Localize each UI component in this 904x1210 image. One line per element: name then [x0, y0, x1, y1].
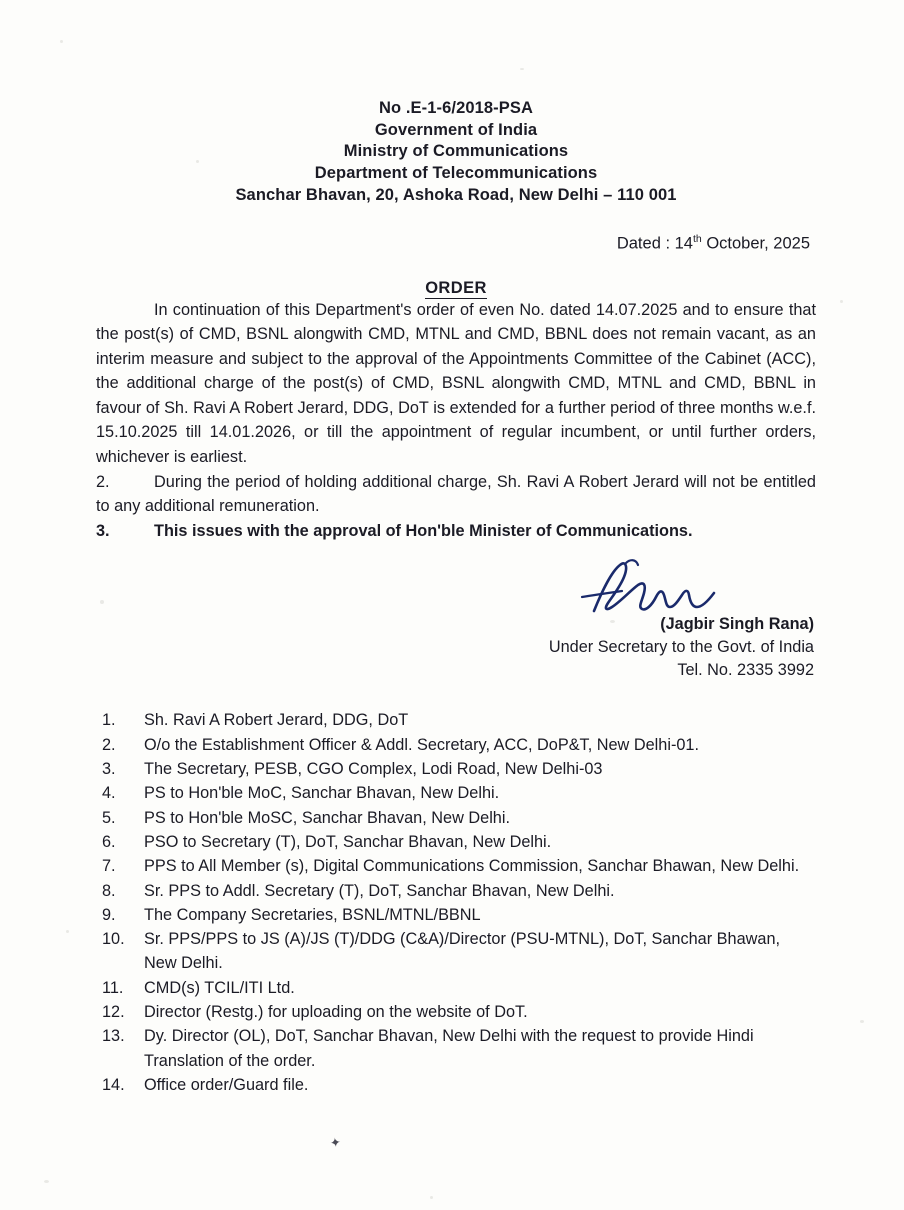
list-item-number: 14. [102, 1075, 125, 1094]
list-item-number: 4. [102, 784, 116, 803]
signatory-telephone: Tel. No. 2335 3992 [677, 661, 814, 680]
scan-speckle [840, 300, 843, 303]
list-item-text: PSO to Secretary (T), DoT, Sanchar Bhavan, New Delhi. [144, 832, 552, 851]
list-item [96, 976, 816, 1000]
handwritten-signature [96, 555, 814, 613]
date-label: Dated : 14 [616, 234, 693, 253]
list-item-text: Sr. PPS/PPS to JS (A)/JS (T)/DDG (C&A)/Director (PSU-MTNL), DoT, Sanchar Bhawan, New Delhi. [144, 930, 781, 973]
list-item-number: 7. [102, 857, 116, 876]
list-item [96, 903, 816, 927]
list-item [96, 1000, 816, 1024]
list-item [96, 854, 816, 878]
scan-speckle [44, 1180, 49, 1183]
list-item [96, 806, 816, 830]
list-item-number: 9. [102, 905, 116, 924]
paragraph-1: In continuation of this Department's order of even No. dated 14.07.2025 and to ensure that the post(s) of CMD, BSNL alongwith CMD, MTNL and CMD, BBNL does not remain vacant, as an interim measure and subject to the approval of the Appointments Committee of the Cabinet (ACC), the additional charge of the post(s) of CMD, BSNL alongwith CMD, MTNL and CMD, BBNL in favour of Sh. Ravi A Robert Jerard, DDG, DoT is extended for a further period of three months w.e.f. 15.10.2025 till 14.01.2026, or till the appointment of regular incumbent, or until further orders, whichever is earliest. [96, 300, 816, 467]
list-item [96, 1024, 816, 1073]
date-rest: October, 2025 [701, 234, 810, 253]
list-item [96, 757, 816, 781]
list-item-number: 3. [102, 760, 116, 779]
scan-speckle [860, 1020, 864, 1023]
letterhead-line-3: Department of Telecommunications [314, 163, 598, 182]
list-item-text: Sh. Ravi A Robert Jerard, DDG, DoT [144, 711, 409, 730]
letterhead-line-1: Government of India [374, 120, 538, 139]
list-item-number: 6. [102, 832, 116, 851]
list-item-number: 10. [102, 930, 125, 949]
document-body [96, 0, 816, 1097]
letterhead-line-2: Ministry of Communications [343, 142, 569, 160]
list-item [96, 733, 816, 757]
list-item [96, 879, 816, 903]
list-item-text: The Secretary, PESB, CGO Complex, Lodi Road, New Delhi-03 [144, 760, 603, 779]
date-ordinal-suffix: th [692, 233, 702, 245]
list-item [96, 781, 816, 805]
paragraph-2-number: 2. [96, 472, 110, 491]
list-item-text: Office order/Guard file. [144, 1075, 309, 1094]
signatory-name: (Jagbir Singh Rana) [660, 615, 814, 634]
list-item-number: 1. [102, 711, 116, 730]
date-line [96, 233, 816, 254]
scan-speckle [430, 1196, 433, 1199]
paragraph-3-number: 3. [96, 521, 110, 540]
scan-speckle [60, 40, 63, 43]
list-item [96, 708, 816, 732]
letterhead [96, 98, 816, 206]
signature-icon [568, 557, 738, 617]
list-item-text: The Company Secretaries, BSNL/MTNL/BBNL [144, 905, 481, 924]
order-heading-text: ORDER [425, 278, 487, 297]
list-item-text: CMD(s) TCIL/ITI Ltd. [144, 978, 295, 997]
list-item-text: Sr. PPS to Addl. Secretary (T), DoT, Sanchar Bhavan, New Delhi. [144, 881, 615, 900]
list-item-number: 2. [102, 735, 116, 754]
order-heading [96, 279, 816, 298]
paragraph-3 [96, 519, 816, 544]
list-item-number: 12. [102, 1003, 125, 1021]
list-item-text: PPS to All Member (s), Digital Communications Commission, Sanchar Bhawan, New Delhi. [144, 857, 800, 876]
scan-ink-mark: ✦ [328, 1134, 342, 1151]
signatory-designation: Under Secretary to the Govt. of India [548, 638, 814, 657]
list-item-number: 8. [102, 881, 116, 900]
scan-speckle [66, 930, 69, 933]
list-item-text: PS to Hon'ble MoSC, Sanchar Bhavan, New Delhi. [144, 808, 511, 827]
list-item-text: Dy. Director (OL), DoT, Sanchar Bhavan, New Delhi with the request to provide Hindi Translation of the order. [144, 1027, 754, 1070]
distribution-list [96, 708, 816, 1097]
list-item-number: 13. [102, 1027, 125, 1046]
list-item [96, 830, 816, 854]
signature-block [96, 555, 816, 682]
list-item [96, 1073, 816, 1097]
paragraph-2 [96, 470, 816, 519]
paragraph-3-text: This issues with the approval of Hon'ble Minister of Communications. [154, 521, 693, 540]
office-address: Sanchar Bhavan, 20, Ashoka Road, New Delhi – 110 001 [235, 186, 677, 204]
list-item-number: 11. [102, 978, 124, 997]
list-item-text: Director (Restg.) for uploading on the website of DoT. [144, 1003, 528, 1021]
paragraph-2-text: During the period of holding additional charge, Sh. Ravi A Robert Jerard will not be entitled to any additional remuneration. [96, 472, 816, 516]
list-item-number: 5. [102, 808, 116, 827]
list-item-text: PS to Hon'ble MoC, Sanchar Bhavan, New Delhi. [144, 784, 500, 803]
list-item [96, 927, 816, 976]
list-item-text: O/o the Establishment Officer & Addl. Secretary, ACC, DoP&T, New Delhi-01. [144, 735, 699, 754]
reference-number: No .E-1-6/2018-PSA [378, 99, 534, 117]
